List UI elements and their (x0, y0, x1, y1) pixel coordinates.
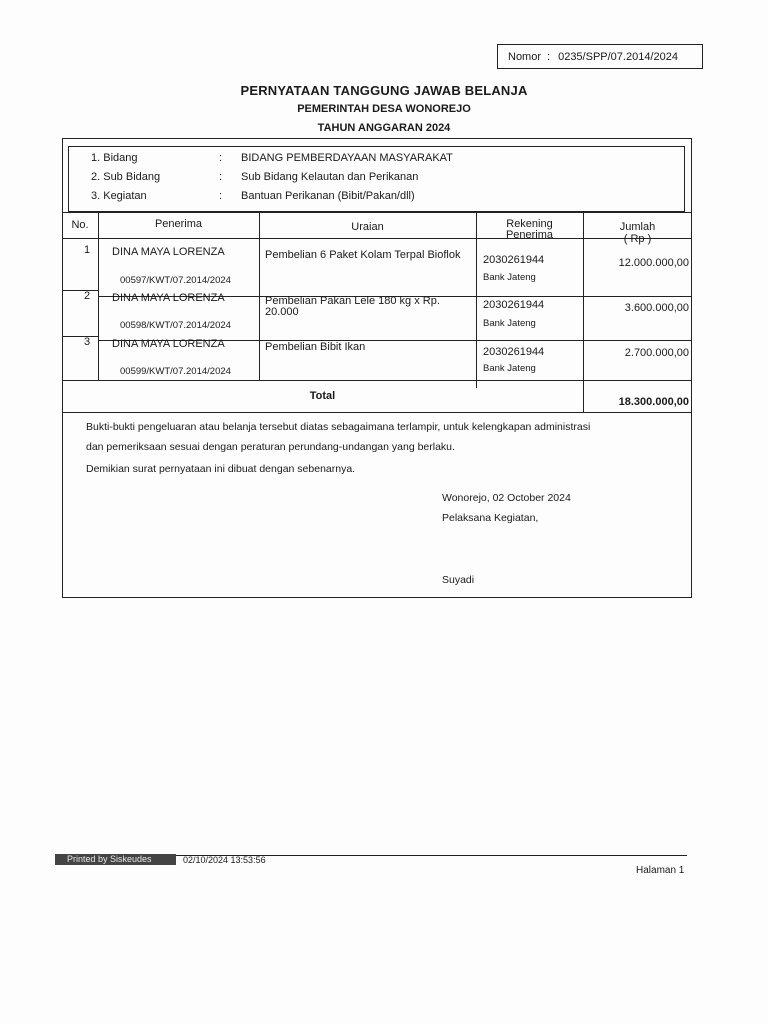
statement-line-1: Bukti-bukti pengeluaran atau belanja tersebut diatas sebagaimana terlampir, untuk kelengkapan administrasi (86, 421, 591, 433)
row-bank: Bank Jateng (483, 318, 536, 329)
row-separator (476, 296, 692, 297)
page-number: Halaman 1 (636, 865, 685, 876)
row-kwitansi: 00599/KWT/07.2014/2024 (120, 366, 231, 377)
info-colon: : (219, 152, 223, 164)
statement-line-2: dan pemeriksaan sesuai dengan peraturan perundang-undangan yang berlaku. (86, 441, 455, 453)
row-rekening: 2030261944 (483, 299, 545, 311)
row-kwitansi: 00598/KWT/07.2014/2024 (120, 320, 231, 331)
col-divider-penerima (259, 212, 260, 380)
row-bank: Bank Jateng (483, 363, 536, 374)
header-rekening (476, 219, 583, 241)
nomor-label: Nomor (508, 51, 542, 63)
fiscal-year: TAHUN ANGGARAN 2024 (317, 122, 451, 134)
row-uraian-line1: Pembelian Pakan Lele 180 kg x Rp. (265, 295, 440, 307)
info-label: 2. Sub Bidang (91, 171, 161, 183)
row-bank: Bank Jateng (483, 272, 536, 283)
row-penerima: DINA MAYA LORENZA (112, 338, 225, 350)
header-penerima: Penerima (154, 218, 203, 230)
table-border-top (62, 212, 692, 213)
row-uraian: Pembelian Bibit Ikan (265, 341, 366, 353)
statement-closing: Demikian surat pernyataan ini dibuat dengan sebenarnya. (86, 463, 356, 475)
row-separator (62, 336, 98, 337)
row-jumlah: 3.600.000,00 (624, 302, 689, 314)
header-jumlah (583, 221, 692, 245)
header-jumlah-line2: ( Rp ) (623, 233, 652, 245)
info-value: Bantuan Perikanan (Bibit/Pakan/dll) (241, 190, 415, 202)
info-label: 1. Bidang (91, 152, 138, 164)
signature-role: Pelaksana Kegiatan, (442, 512, 539, 524)
row-jumlah: 2.700.000,00 (624, 347, 689, 359)
header-jumlah-line1: Jumlah (619, 221, 656, 233)
total-separator (62, 380, 692, 381)
row-number: 1 (84, 244, 91, 256)
info-colon: : (219, 190, 223, 202)
organization-name: PEMERINTAH DESA WONOREJO (297, 103, 471, 115)
info-value: BIDANG PEMBERDAYAAN MASYARAKAT (241, 152, 453, 164)
signatory-name: Suyadi (442, 574, 475, 586)
info-label: 3. Kegiatan (91, 190, 147, 202)
header-no: No. (71, 219, 89, 231)
nomor-separator: : (547, 51, 551, 63)
printed-by-badge: Printed by Siskeudes (55, 854, 176, 865)
document-title: PERNYATAAN TANGGUNG JAWAB BELANJA (240, 83, 528, 98)
info-value: Sub Bidang Kelautan dan Perikanan (241, 171, 419, 183)
row-number: 3 (84, 336, 91, 348)
col-divider-no (98, 212, 99, 380)
row-jumlah: 12.000.000,00 (618, 257, 689, 269)
table-border-bottom (62, 412, 692, 413)
print-timestamp: 02/10/2024 13:53:56 (183, 855, 266, 865)
row-penerima: DINA MAYA LORENZA (112, 292, 225, 304)
row-number: 2 (84, 290, 91, 302)
row-separator (62, 290, 98, 291)
header-rekening-line1: Rekening (506, 218, 553, 230)
expense-table (62, 212, 692, 412)
row-rekening: 2030261944 (483, 254, 545, 266)
signature-place-date: Wonorejo, 02 October 2024 (442, 492, 571, 504)
row-kwitansi: 00597/KWT/07.2014/2024 (120, 275, 231, 286)
activity-info-box (68, 146, 685, 212)
row-uraian: Pembelian 6 Paket Kolam Terpal Bioflok (265, 249, 461, 261)
row-rekening: 2030261944 (483, 346, 545, 358)
info-colon: : (219, 171, 223, 183)
header-uraian: Uraian (351, 221, 384, 233)
row-uraian (265, 296, 440, 318)
document-number-box (497, 44, 703, 69)
nomor-value: 0235/SPP/07.2014/2024 (558, 51, 678, 63)
total-label: Total (309, 390, 336, 402)
row-uraian-line2: 20.000 (265, 306, 299, 318)
row-penerima: DINA MAYA LORENZA (112, 246, 225, 258)
header-rekening-line2: Penerima (505, 229, 554, 241)
total-value: 18.300.000,00 (618, 396, 689, 408)
